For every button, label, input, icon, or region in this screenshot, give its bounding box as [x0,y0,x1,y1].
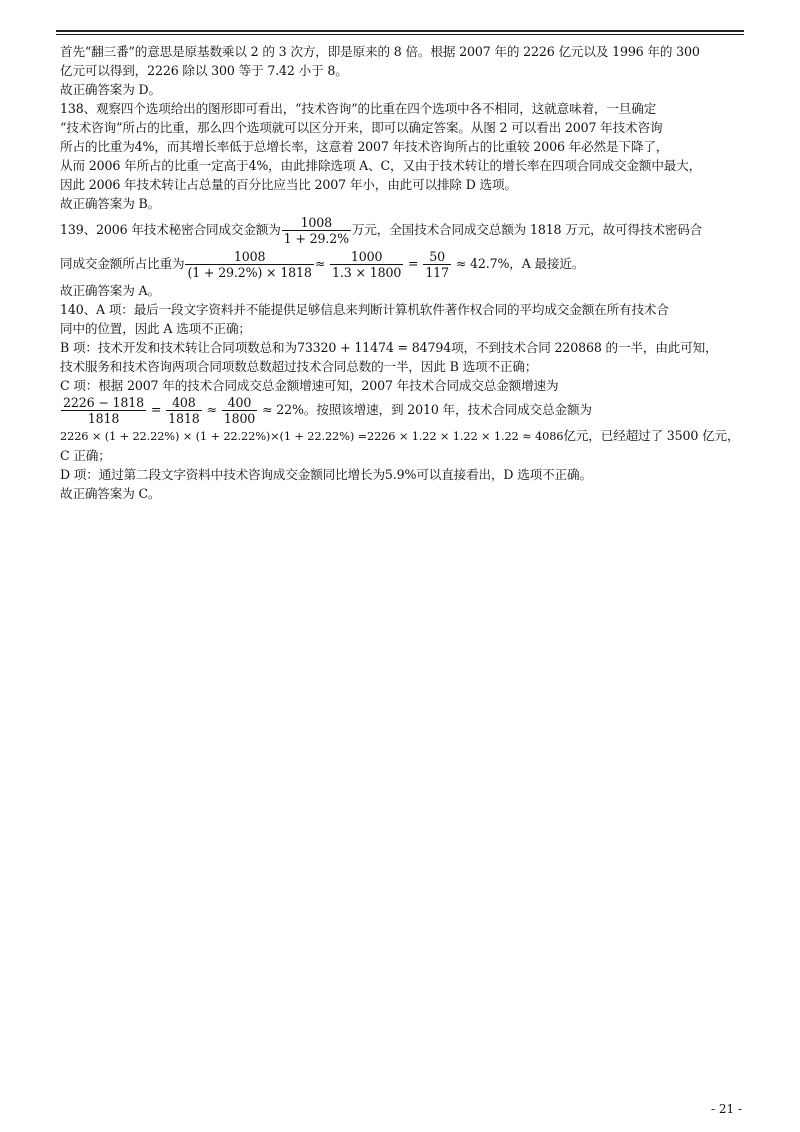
text-line: B 项：技术开发和技术转让合同项数总和为73320 + 11474 = 84794项，不到技术合同 220868 的一半，由此可知， [60,340,718,355]
math-inline: 2226 × (1 + 22.22%) × (1 + 22.22%)×(1 + 22.22%) =2226 × 1.22 × 1.22 × 1.22 ≈ 4086 [60,429,564,443]
document-body [60,42,748,503]
text-line: 首先“翻三番”的意思是原基数乘以 2 的 3 次方，即是原来的 8 倍。根据 2007 年的 2226 亿元以及 1996 年的 300 [60,44,700,59]
fraction: $\frac{2226 - 1818}{1818}$ [63,395,145,426]
header-rule [56,30,744,32]
math-inline: 4% [134,139,155,154]
fraction: $\frac{1008}{(1 + 29.2\%) \times 1818}$ [187,249,312,280]
math-inline: 4% [248,158,269,173]
math-inline: 5.9% [384,467,417,482]
answer-line: 故正确答案为 D。 [60,82,161,97]
page-number: - 21 - [710,1102,742,1116]
text-line: 同中的位置，因此 A 选项不正确； [60,321,251,336]
text-line: C 正确； [60,448,111,463]
text-line: 从而 2006 年所占的比重一定高于4%，由此排除选项 A、C，又由于技术转让的增长率在四项合同成交金额中最大， [60,158,702,173]
text-line: 138、观察四个选项给出的图形即可看出，“技术咨询”的比重在四个选项中各不相同，这就意味着，一旦确定 [60,101,657,116]
text-line: D 项：通过第二段文字资料中技术咨询成交金额同比增长为5.9%可以直接看出，D 选项不正确。 [60,467,592,482]
text-line: 所占的比重为4%，而其增长率低于总增长率，这意着 2007 年技术咨询所占的比重较 2006 年必然是下降了， [60,139,669,154]
text-line: 技术服务和技术咨询两项合同项数总数超过技术合同总数的一半，因此 B 选项不正确； [60,359,538,374]
fraction: $\frac{50}{117}$ [425,249,449,280]
text-line: 同成交金额所占比重为 $\frac{1008}{(1 + 29.2\%) \times 1818}$ ≈ $\frac{1000}{1.3 \times 1800}$ = $\frac{50}{117}$ ≈ 42.7%，A 最接近。 [60,249,585,280]
answer-line: 故正确答案为 A。 [60,283,160,298]
text-line: 因此 2006 年技术转让占总量的百分比应当比 2007 年小，由此可以排除 D 选项。 [60,177,517,192]
fraction: $\frac{408}{1818}$ [168,395,200,426]
fraction: $\frac{1008}{1 + 29.2\%}$ [283,215,349,246]
text-line: $\frac{2226 - 1818}{1818}$ = $\frac{408}{1818}$ ≈ $\frac{400}{1800}$ ≈ 22%。按照该增速，到 2010 年，技术合同成交总金额为 [63,395,592,426]
text-line: 亿元可以得到，2226 除以 300 等于 7.42 小于 8。 [60,63,348,78]
math-inline: 73320 + 11474 = 84794 [296,340,452,355]
header-rule-thin [56,34,744,35]
fraction: $\frac{1000}{1.3 \times 1800}$ [332,249,402,280]
fraction: $\frac{400}{1800}$ [223,395,256,426]
text-line: 139、2006 年技术秘密合同成交金额为 $\frac{1008}{1 + 29.2\%}$ 万元，全国技术合同成交总额为 1818 万元，故可得技术密码合 [60,215,703,246]
text-line: 140、A 项：最后一段文字资料并不能提供足够信息来判断计算机软件著作权合同的平均成交金额在所有技术合 [60,302,669,317]
text-line: “技术咨询”所占的比重，那么四个选项就可以区分开来，即可以确定答案。从图 2 可以看出 2007 年技术咨询 [60,120,663,135]
text-line: C 项：根据 2007 年的技术合同成交总金额增速可知，2007 年技术合同成交总金额增速为 [60,378,559,393]
answer-line: 故正确答案为 B。 [60,196,161,211]
answer-line: 故正确答案为 C。 [60,486,161,501]
text-line: 2226 × (1 + 22.22%) × (1 + 22.22%)×(1 + 22.22%) =2226 × 1.22 × 1.22 × 1.22 ≈ 4086亿元，已经超过了 3500 亿元， [60,428,740,443]
